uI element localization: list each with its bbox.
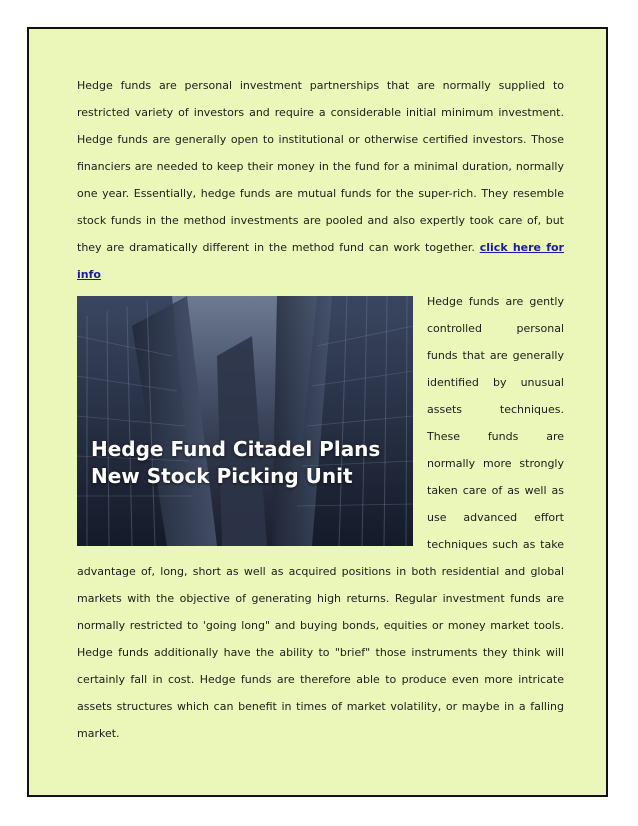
intro-paragraph bbox=[77, 72, 564, 288]
image-caption-line1: Hedge Fund Citadel Plans bbox=[91, 437, 381, 461]
document-page bbox=[27, 27, 608, 797]
image-caption bbox=[91, 436, 380, 490]
document-body bbox=[77, 72, 564, 747]
image-caption-line2: New Stock Picking Unit bbox=[91, 464, 353, 488]
info-link[interactable]: click here for info bbox=[77, 241, 564, 281]
skyscraper-image bbox=[77, 296, 413, 546]
intro-text: Hedge funds are personal investment partnerships that are normally supplied to restricted variety of investors and require a considerable initial minimum investment. Hedge funds are generally open to institutional or otherwise certified investors. Those financiers are needed to keep their money in the fund for a minimal duration, normally one year. Essentially, hedge funds are mutual funds for the super-rich. They resemble stock funds in the method investments are pooled and also expertly took care of, but they are dramatically different in the method fund can work together. bbox=[77, 79, 564, 254]
body-paragraph: Hedge funds are gently controlled personal funds that are generally identified by unusual assets techniques. These funds are normally more strongly taken care of as well as use advanced effort techniques such as take advantage of, long, short as well as acquired positions in both residential and global markets with the objective of generating high returns. Regular investment funds are normally restricted to 'going long" and buying bonds, equities or money market tools. Hedge funds additionally have the ability to "brief" those instruments they think will certainly fall in cost. Hedge funds are therefore able to produce even more intricate assets structures which can benefit in times of market volatility, or maybe in a falling market. bbox=[77, 295, 564, 740]
skyscraper-illustration bbox=[77, 296, 413, 546]
